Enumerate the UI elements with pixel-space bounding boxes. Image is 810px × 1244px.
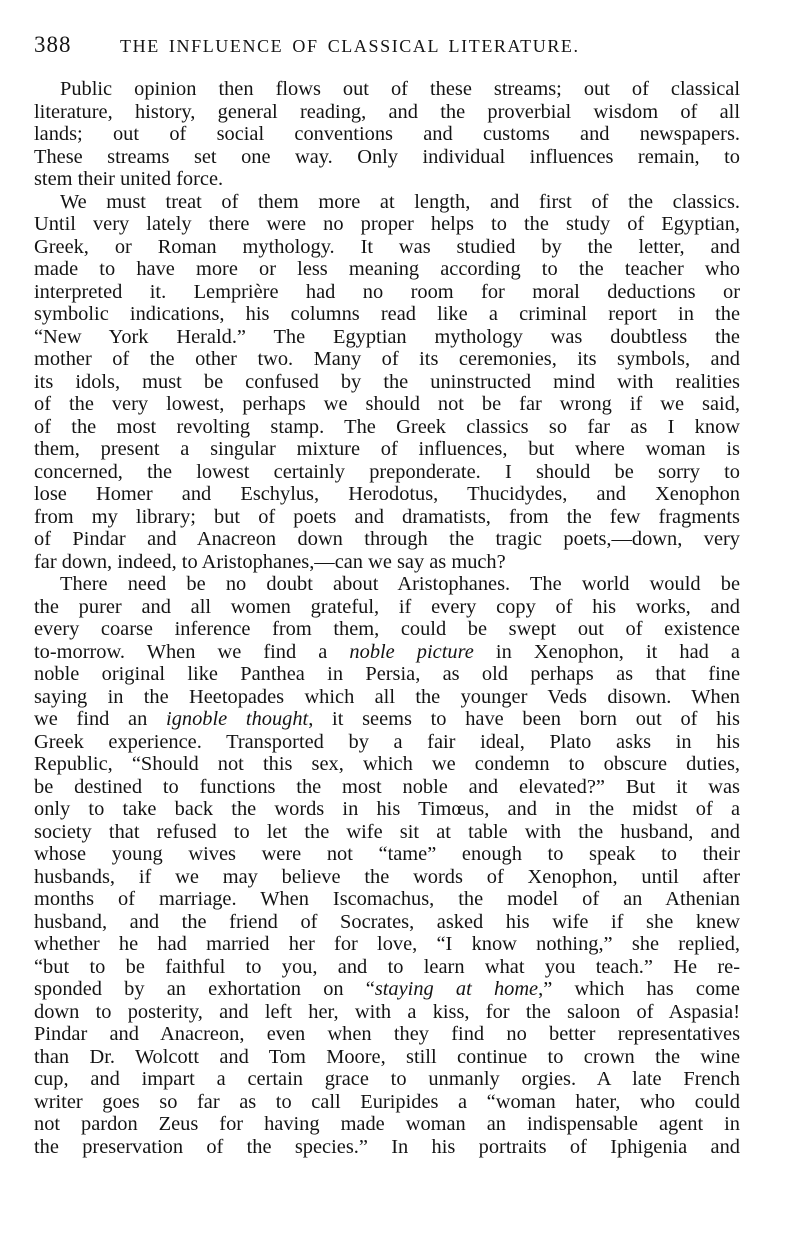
text-run: Republic, “Should not this sex, which we condemn to obscure duties, — [34, 753, 740, 775]
text-run: only to take back the words in his Timœus, and in the midst of a — [34, 798, 740, 820]
text-line — [34, 1046, 740, 1069]
text-line — [34, 416, 740, 439]
text-line — [34, 798, 740, 821]
text-line — [34, 371, 740, 394]
italic-phrase: staying at home — [374, 978, 539, 1000]
text-line — [34, 573, 740, 596]
text-run: we find an — [34, 708, 167, 730]
text-line — [34, 483, 740, 506]
text-run: made to have more or less meaning according to the teacher who — [34, 258, 740, 280]
text-line — [34, 213, 740, 236]
text-line — [34, 393, 740, 416]
text-run: Greek experience. Transported by a fair ideal, Plato asks in his — [34, 730, 740, 753]
text-line — [34, 596, 740, 619]
text-run: interpreted it. Lemprière had no room for moral deductions or — [34, 280, 740, 303]
text-run: than Dr. Wolcott and Tom Moore, still continue to crown the wine — [34, 1045, 740, 1068]
text-run: Greek, or Roman mythology. It was studied by the letter, and — [34, 235, 740, 258]
text-line — [34, 708, 740, 731]
text-run: in Xenophon, it had a — [473, 640, 740, 663]
text-run: its idols, must be confused by the uninstructed mind with realities — [34, 370, 740, 393]
text-run: “but to be faithful to you, and to learn what you teach.” He re- — [34, 955, 740, 978]
text-run: cup, and impart a certain grace to unmanly orgies. A late French — [34, 1068, 740, 1090]
text-line — [34, 888, 740, 911]
running-head: THE INFLUENCE OF CLASSICAL LITERATURE. — [120, 36, 580, 56]
text-line — [34, 101, 740, 124]
text-run: whose young wives were not “tame” enough to speak to their — [34, 843, 740, 865]
text-run: society that refused to let the wife sit at table with the husband, and — [34, 820, 740, 843]
text-line — [34, 506, 740, 529]
text-run: far down, indeed, to Aristophanes,—can we say as much? — [34, 550, 506, 573]
text-line — [34, 956, 740, 979]
text-line — [34, 1091, 740, 1114]
text-line — [34, 438, 740, 461]
text-run: the purer and all women grateful, if every copy of his works, and — [34, 595, 740, 618]
text-run: of the very lowest, perhaps we should not be far wrong if we said, — [34, 393, 740, 415]
text-line — [34, 776, 740, 799]
text-line — [34, 1023, 740, 1046]
text-line — [34, 933, 740, 956]
text-line — [34, 461, 740, 484]
text-run: sponded by an exhortation on “ — [34, 978, 375, 1000]
text-line — [34, 303, 740, 326]
text-line — [34, 821, 740, 844]
text-line — [34, 123, 740, 146]
text-run: months of marriage. When Iscomachus, the model of an Athenian — [34, 888, 740, 910]
italic-phrase: ignoble thought — [166, 708, 309, 730]
text-line — [34, 753, 740, 776]
page-number: 388 — [34, 32, 72, 57]
text-run: be destined to functions the most noble and elevated?” But it was — [34, 775, 740, 798]
text-line — [34, 146, 740, 169]
text-run: husbands, if we may believe the words of Xenophon, until after — [34, 865, 740, 888]
text-run: lose Homer and Eschylus, Herodotus, Thucidydes, and Xenophon — [34, 483, 740, 505]
text-run: These streams set one way. Only individual influences remain, to — [34, 145, 740, 168]
text-run: ,” which has come — [538, 978, 740, 1000]
text-run: the preservation of the species.” In his portraits of Iphigenia and — [34, 1135, 740, 1158]
text-line — [34, 191, 740, 214]
text-run: whether he had married her for love, “I know nothing,” she replied, — [34, 933, 740, 955]
text-line — [34, 1068, 740, 1091]
page-header — [34, 32, 778, 62]
text-run: of Pindar and Anacreon down through the tragic poets,—down, very — [34, 528, 740, 550]
text-line — [34, 258, 740, 281]
text-line — [34, 663, 740, 686]
text-line — [34, 281, 740, 304]
text-run: stem their united force. — [34, 168, 224, 190]
text-run: down to posterity, and left her, with a kiss, for the saloon of Aspasia! — [34, 1000, 740, 1023]
text-run: of the most revolting stamp. The Greek classics so far as I know — [34, 415, 740, 438]
body-text — [34, 78, 740, 1158]
text-line — [34, 843, 740, 866]
text-run: , it seems to have been born out of his — [308, 708, 740, 730]
text-line — [34, 348, 740, 371]
text-line — [34, 731, 740, 754]
text-line — [34, 1001, 740, 1024]
text-run: concerned, the lowest certainly preponderate. I should be sorry to — [34, 460, 740, 483]
text-run: not pardon Zeus for having made woman an indispensable agent in — [34, 1113, 740, 1135]
text-run: noble original like Panthea in Persia, as old perhaps as that fine — [34, 663, 740, 685]
text-run: from my library; but of poets and dramatists, from the few fragments — [34, 505, 740, 528]
text-line — [34, 866, 740, 889]
text-run: to-morrow. When we find a — [34, 640, 350, 663]
italic-phrase: noble picture — [349, 640, 474, 663]
text-line — [34, 78, 740, 101]
text-run: We must treat of them more at length, and first of the classics. — [60, 190, 740, 213]
text-run: Public opinion then flows out of these streams; out of classical — [60, 78, 740, 100]
text-run: writer goes so far as to call Euripides a “woman hater, who could — [34, 1090, 740, 1113]
text-run: lands; out of social conventions and customs and newspapers. — [34, 123, 740, 145]
text-line — [34, 528, 740, 551]
text-run: them, present a singular mixture of influences, but where woman is — [34, 438, 740, 460]
text-line — [34, 168, 740, 191]
text-run: Pindar and Anacreon, even when they find no better representatives — [34, 1023, 740, 1045]
text-run: literature, history, general reading, and the proverbial wisdom of all — [34, 100, 740, 123]
text-run: husband, and the friend of Socrates, asked his wife if she knew — [34, 910, 740, 933]
text-line — [34, 686, 740, 709]
text-run: “New York Herald.” The Egyptian mythology was doubtless the — [34, 325, 740, 348]
text-line — [34, 326, 740, 349]
text-line — [34, 551, 740, 574]
text-line — [34, 618, 740, 641]
text-line — [34, 641, 740, 664]
text-run: Until very lately there were no proper helps to the study of Egyptian, — [34, 213, 740, 235]
text-run: every coarse inference from them, could be swept out of existence — [34, 618, 740, 640]
text-run: mother of the other two. Many of its ceremonies, its symbols, and — [34, 348, 740, 370]
text-run: symbolic indications, his columns read like a criminal report in the — [34, 303, 740, 325]
text-run: There need be no doubt about Aristophanes. The world would be — [60, 573, 740, 595]
text-line — [34, 978, 740, 1001]
text-line — [34, 236, 740, 259]
text-line — [34, 1136, 740, 1159]
text-line — [34, 911, 740, 934]
text-line — [34, 1113, 740, 1136]
text-run: saying in the Heetopades which all the younger Veds disown. When — [34, 685, 740, 708]
